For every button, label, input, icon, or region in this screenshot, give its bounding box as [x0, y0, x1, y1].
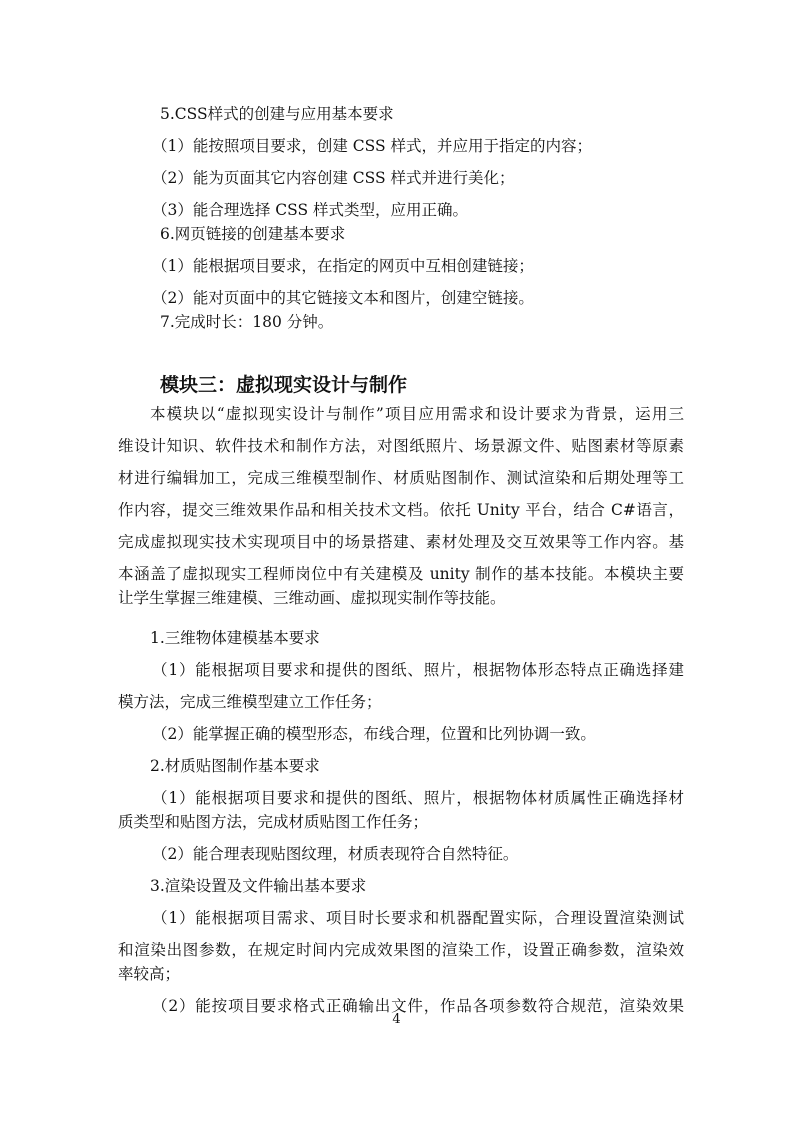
section-5-item-2: （2）能为页面其它内容创建 CSS 样式并进行美化； — [152, 169, 515, 187]
subsection-3-item-1-line: （1）能根据项目需求、项目时长要求和机器配置实际，合理设置渲染测试 — [152, 909, 684, 927]
subsection-1-item-1-line: 模方法，完成三维模型建立工作任务； — [118, 693, 382, 711]
subsection-3-item-1-line: 和渲染出图参数，在规定时间内完成效果图的渲染工作，设置正确参数，渲染效 — [118, 941, 684, 959]
subsection-3-item-1-line: 率较高； — [118, 965, 181, 983]
section-5-item-3: （3）能合理选择 CSS 样式类型，应用正确。 — [152, 201, 469, 219]
module-3-intro-line: 维设计知识、软件技术和制作方法，对图纸照片、场景源文件、贴图素材等原素 — [118, 437, 684, 455]
subsection-1-item-1-line: （1）能根据项目要求和提供的图纸、照片，根据物体形态特点正确选择建 — [152, 661, 684, 679]
section-6-item-2: （2）能对页面中的其它链接文本和图片，创建空链接。 — [152, 289, 534, 307]
section-6-item-1: （1）能根据项目要求，在指定的网页中互相创建链接； — [152, 257, 534, 275]
subsection-2-title: 2.材质贴图制作基本要求 — [150, 757, 320, 775]
page-number: 4 — [392, 1012, 401, 1027]
module-3-intro-line: 让学生掌握三维建模、三维动画、虚拟现实制作等技能。 — [118, 589, 506, 607]
subsection-3-item-2: （2）能按项目要求格式正确输出文件，作品各项参数符合规范，渲染效果 — [152, 997, 684, 1015]
subsection-3-title: 3.渲染设置及文件输出基本要求 — [150, 877, 367, 895]
section-5-item-1: （1）能按照项目要求，创建 CSS 样式，并应用于指定的内容； — [152, 137, 593, 155]
subsection-1-item-2: （2）能掌握正确的模型形态，布线合理，位置和比列协调一致。 — [152, 725, 596, 743]
subsection-2-item-2: （2）能合理表现贴图纹理，材质表现符合自然特征。 — [152, 845, 519, 863]
section-5-title: 5.CSS样式的创建与应用基本要求 — [160, 105, 394, 123]
section-7-title: 7.完成时长：180 分钟。 — [160, 313, 334, 331]
module-3-heading: 模块三：虚拟现实设计与制作 — [160, 374, 408, 396]
section-6-title: 6.网页链接的创建基本要求 — [160, 225, 346, 243]
module-3-intro-line: 完成虚拟现实技术实现项目中的场景搭建、素材处理及交互效果等工作内容。基 — [118, 533, 684, 551]
subsection-2-item-1-line: 质类型和贴图方法，完成材质贴图工作任务； — [118, 813, 429, 831]
module-3-intro-line: 本涵盖了虚拟现实工程师岗位中有关建模及 unity 制作的基本技能。本模块主要 — [118, 565, 684, 583]
module-3-intro-line: 作内容，提交三维效果作品和相关技术文档。依托 Unity 平台，结合 C#语言， — [118, 501, 684, 519]
subsection-1-title: 1.三维物体建模基本要求 — [150, 629, 320, 647]
module-3-intro-line: 材进行编辑加工，完成三维模型制作、材质贴图制作、测试渲染和后期处理等工 — [118, 469, 684, 487]
subsection-2-item-1-line: （1）能根据项目要求和提供的图纸、照片，根据物体材质属性正确选择材 — [152, 789, 684, 807]
module-3-intro-line: 本模块以“虚拟现实设计与制作”项目应用需求和设计要求为背景，运用三 — [150, 405, 684, 423]
